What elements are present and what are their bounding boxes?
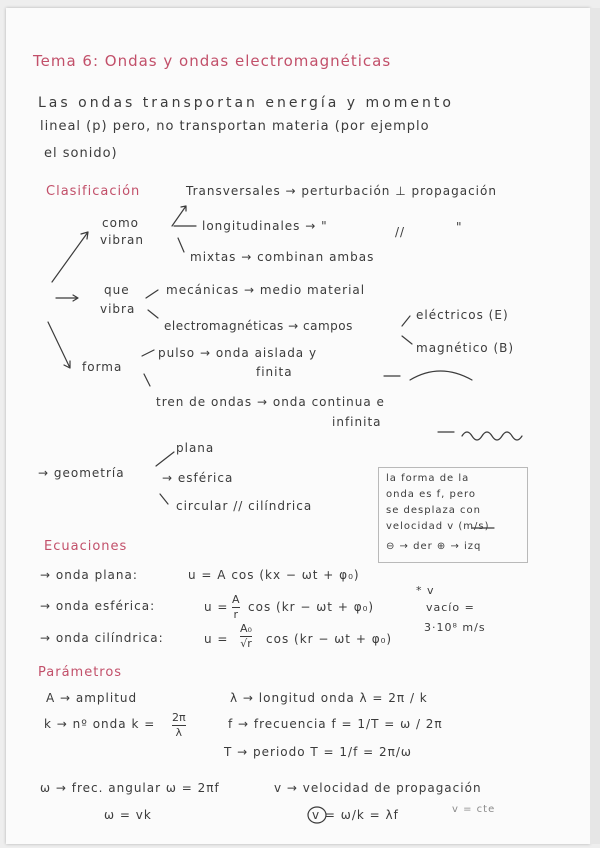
electricos-label: eléctricos (E) [416,308,509,322]
onda-esferica-rhs: cos (kr − ωt + φ₀) [248,600,375,614]
electromagneticas-line: electromagnéticas → campos [164,319,353,333]
note-line-4: velocidad v (m/s) [386,521,490,532]
periodo-line: T → periodo T = 1/f = 2π/ω [224,745,412,759]
forma-label: forma [82,360,123,374]
arrow-electricos [402,316,410,326]
numero-onda-line: k → nº onda k = [44,717,156,731]
longitud-onda-line: λ → longitud onda λ = 2π / k [230,691,428,705]
onda-plana-label: → onda plana: [40,568,138,582]
tren-line-2: infinita [332,415,382,429]
onda-cilindrica-rhs: cos (kr − ωt + φ₀) [266,632,393,646]
cilindrica-numerator: A₀ [240,622,252,635]
onda-esferica-fraction [232,594,240,620]
ecuaciones-heading: Ecuaciones [44,539,128,554]
page-title: Tema 6: Ondas y ondas electromagnéticas [33,52,392,70]
parametros-heading: Parámetros [38,665,123,680]
arrow-electromagneticas [148,310,158,318]
amplitud-line: A → amplitud [46,691,138,705]
longitudinales-mark-2: // [395,225,406,239]
geometria-label: → geometría [38,466,125,480]
magneticos-label: magnético (B) [416,341,515,355]
vacio-line-1: vacío = [426,601,475,614]
pulso-line-1: pulso → onda aislada y [158,346,318,360]
onda-cilindrica-label: → onda cilíndrica: [40,631,164,645]
tren-line-1: tren de ondas → onda continua e [156,395,385,409]
intro-line-3: el sonido) [44,146,118,161]
onda-cilindrica-fraction [240,623,252,649]
arrow-magneticos [402,336,412,344]
onda-cilindrica-lhs: u = [204,632,229,646]
arrow-plana [156,452,174,466]
mixtas-line: mixtas → combinan ambas [190,250,375,264]
longitudinales-mark-3: " [456,220,463,234]
intro-line-1: Las ondas transportan energía y momento [38,95,454,111]
k-denominator: λ [175,725,183,739]
note-line-2: onda es f, pero [386,489,477,500]
circular-label: circular // cilíndrica [176,499,313,513]
wave-train-sketch [462,432,522,440]
arrow-mecanicas [146,290,158,298]
note-line-1: la forma de la [386,473,470,484]
que-vibra-label-1: que [104,283,130,297]
arrow-tren [144,374,150,386]
v-formula-line: v = ω/k = λf [312,808,399,822]
mecanicas-line: mecánicas → medio material [166,283,366,297]
esferica-numerator: A [232,593,240,606]
plana-label: plana [176,441,215,455]
longitudinales-line: longitudinales → " [202,219,328,233]
onda-plana-equation: u = A cos (kx − ωt + φ₀) [188,568,360,582]
arrow-pulso [142,350,154,356]
onda-esferica-label: → onda esférica: [40,599,156,613]
note-line-3: se desplaza con [386,505,482,516]
arrow-transversales [172,206,186,226]
vacio-star: * v [416,584,435,597]
w-vk-line: ω = vk [104,808,152,822]
frec-angular-line: ω → frec. angular ω = 2πf [40,781,220,795]
como-vibran-label-2: vibran [100,233,144,247]
intro-line-2: lineal (p) pero, no transportan materia (por ejemplo [40,119,430,134]
arrow-mixtas [178,238,184,252]
pulso-line-2: finita [256,365,293,379]
k-numerator: 2π [172,711,186,724]
clasificacion-heading: Clasificación [46,184,141,199]
arrow-circular [160,494,168,504]
k-fraction [172,712,186,738]
frecuencia-line: f → frecuencia f = 1/T = ω / 2π [228,717,443,731]
arrow-to-que-vibra [56,295,78,301]
esferica-denominator: r [233,607,239,621]
que-vibra-label-2: vibra [100,302,136,316]
vacio-line-2: 3·10⁸ m/s [424,621,486,634]
arrow-to-forma [48,322,70,368]
v-cte-note: v = cte [452,804,496,815]
cilindrica-denominator: √r [240,636,252,650]
onda-esferica-lhs: u = [204,600,229,614]
velocidad-line: v → velocidad de propagación [274,781,482,795]
transversales-line: Transversales → perturbación ⊥ propagación [186,184,497,198]
esferica-label: → esférica [162,471,234,485]
pulse-sketch [410,371,472,380]
arrow-to-como-vibran [52,232,88,282]
note-line-5: ⊖ → der ⊕ → izq [386,541,482,552]
como-vibran-label-1: como [102,216,139,230]
